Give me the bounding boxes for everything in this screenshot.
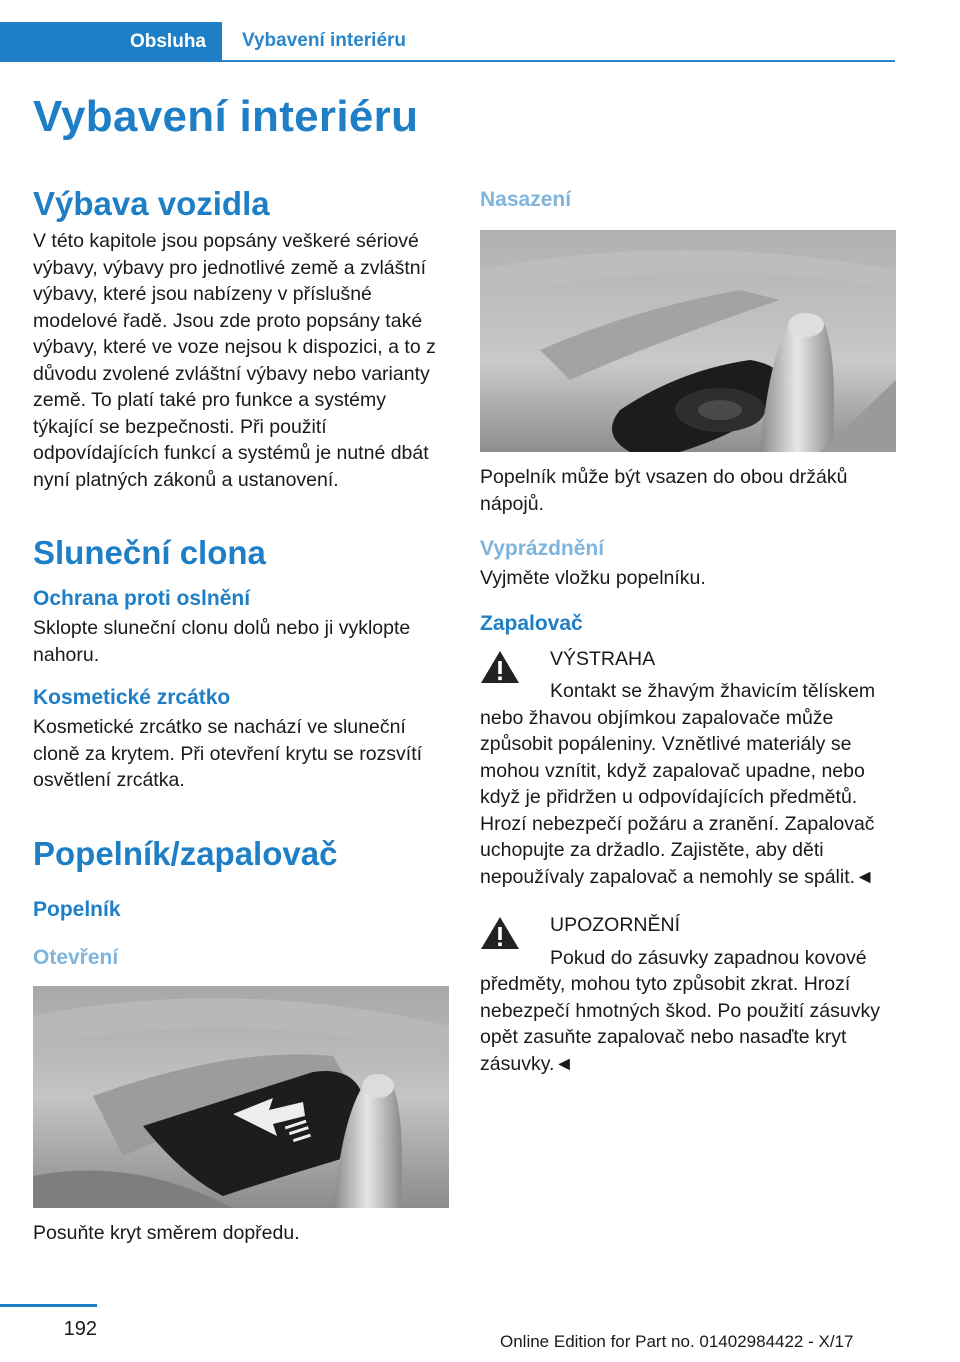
heading-emptying: Vyprázdnění bbox=[480, 537, 605, 560]
notice-box bbox=[480, 912, 896, 1077]
notice-title: UPOZORNĚNÍ bbox=[550, 914, 681, 936]
page-number: 192 bbox=[63, 1318, 97, 1340]
ashtray-open-photo bbox=[33, 986, 449, 1208]
heading-vanity-mirror: Kosmetické zrcátko bbox=[33, 686, 231, 709]
warning-icon bbox=[480, 650, 520, 684]
mirror-text: Kosmetické zrcátko se nachází ve sluneční cloně za krytem. Při otevření krytu se rozsvítí osvětlení zrcátka. bbox=[33, 716, 423, 791]
ashtray-insert-photo bbox=[480, 230, 896, 452]
ashtray-open-caption: Posuňte kryt směrem dopředu. bbox=[33, 1221, 300, 1244]
edition-footer: Online Edition for Part no. 01402984422 - X/17 bbox=[500, 1332, 854, 1351]
heading-insert: Nasazení bbox=[480, 188, 572, 211]
heading-opening: Otevření bbox=[33, 945, 119, 969]
heading-lighter: Zapalovač bbox=[480, 611, 583, 635]
left-column bbox=[33, 180, 449, 1246]
emptying-text: Vyjměte vložku popelníku. bbox=[480, 567, 706, 589]
notice-icon bbox=[480, 916, 520, 950]
heading-ashtray-lighter: Popelník/zapalovač bbox=[33, 834, 338, 872]
right-column bbox=[480, 180, 896, 1077]
heading-equipment: Výbava vozidla bbox=[33, 185, 270, 222]
heading-sun-visor: Sluneční clona bbox=[33, 534, 266, 571]
warning-title: VÝSTRAHA bbox=[550, 647, 656, 670]
heading-glare-protection: Ochrana proti oslnění bbox=[33, 587, 251, 610]
tab-section[interactable]: Obsluha bbox=[0, 22, 222, 62]
warning-text: Kontakt se žhavým žhavicím tělískem nebo žhavou objímkou zapalovače může způsobit popáleniny. Vznětlivé materiály se mohou vznítit, když zapalovač upadne, nebo když je přidržen u odpovídajících předmětů. Hrozí nebezpečí požáru a zranění. Zapalovač uchopujte za držadlo. Zajistěte, aby děti nepoužívaly zapalovač a nemohly se spálit.◄ bbox=[480, 680, 876, 888]
equipment-text: V této kapitole jsou popsány veškeré sériové výbavy, výbavy pro jednotlivé země a zvláštní výbavy, které jsou nabízeny v příslušné modelové řadě. Jsou zde proto popsány také výbavy, které ve voze nejsou k dispozici, a to z důvodu zvolené zvláštní výbavy nebo varianty země. To platí také pro funkce a systémy týkající se bezpečnosti. Při použití odpovídajících funkcí a systémů je nutné dbát nyní platných zákonů a ustanovení. bbox=[33, 230, 436, 491]
heading-ashtray: Popelník bbox=[33, 897, 121, 921]
notice-text: Pokud do zásuvky zapadnou kovové předměty, mohou tyto způsobit zkrat. Hrozí nebezpečí hmotných škod. Po použití zásuvky opět zasuňte zapalovač nebo nasaďte kryt zásuvky.◄ bbox=[480, 946, 880, 1075]
glare-text: Sklopte sluneční clonu dolů nebo ji vyklopte nahoru. bbox=[33, 617, 411, 666]
tab-chapter[interactable]: Vybavení interiéru bbox=[222, 22, 895, 62]
footer-rule bbox=[0, 1304, 97, 1307]
header-bar bbox=[0, 22, 895, 62]
insert-caption: Popelník může být vsazen do obou držáků nápojů. bbox=[480, 466, 848, 515]
page-title: Vybavení interiéru bbox=[33, 92, 419, 141]
warning-box bbox=[480, 646, 896, 891]
